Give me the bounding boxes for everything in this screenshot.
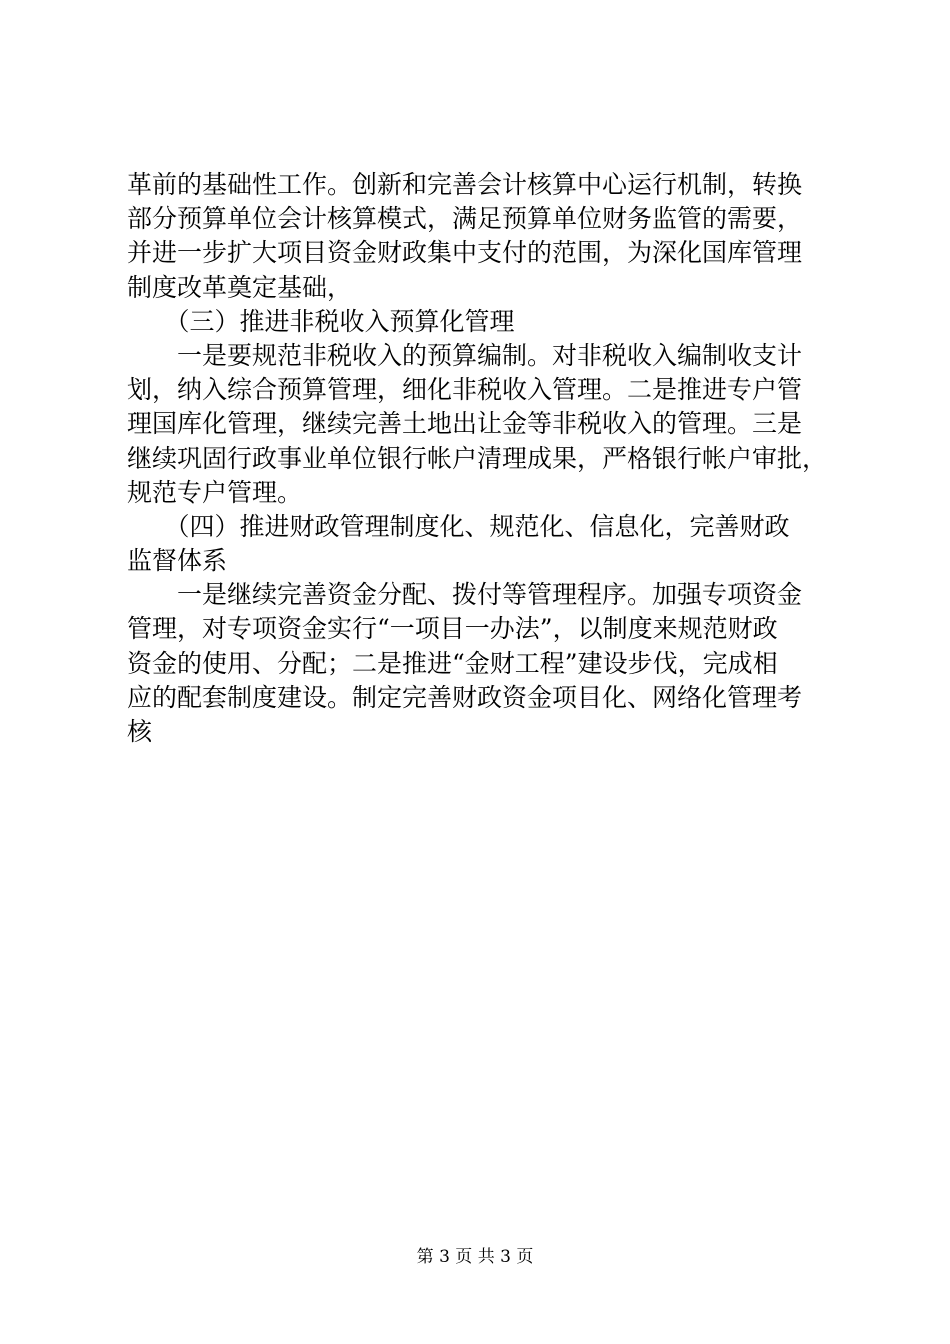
body-line: 规范专户管理。 — [127, 477, 303, 507]
body-line: 继续巩固行政事业单位银行帐户清理成果，严格银行帐户审批， — [127, 443, 828, 473]
body-line: 理国库化管理，继续完善土地出让金等非税收入的管理。三是 — [127, 409, 803, 439]
body-line: 革前的基础性工作。创新和完善会计核算中心运行机制，转换 — [127, 170, 803, 199]
page-number-footer: 第 3 页 共 3 页 — [416, 1247, 534, 1267]
body-line: 划，纳入综合预算管理，细化非税收入管理。二是推进专户管 — [127, 375, 803, 405]
body-line: 一是继续完善资金分配、拨付等管理程序。加强专项资金 — [127, 580, 803, 610]
body-line: 制度改革奠定基础， — [127, 272, 353, 302]
section-heading-4-cont: 监督体系 — [127, 546, 228, 576]
body-line: 应的配套制度建设。制定完善财政资金项目化、网络化管理考 — [127, 682, 803, 712]
body-line: 管理，对专项资金实行“一项目一办法”，以制度来规范财政 — [127, 614, 778, 644]
body-line: 部分预算单位会计核算模式，满足预算单位财务监管的需要， — [127, 204, 803, 234]
body-line: 并进一步扩大项目资金财政集中支付的范围，为深化国库管理 — [127, 238, 803, 268]
body-line: 资金的使用、分配；二是推进“金财工程”建设步伐，完成相 — [127, 648, 778, 678]
body-line: 核 — [127, 717, 153, 746]
section-heading-3: （三）推进非税收入预算化管理 — [127, 306, 515, 336]
section-heading-4: （四）推进财政管理制度化、规范化、信息化，完善财政 — [127, 511, 790, 541]
body-line: 一是要规范非税收入的预算编制。对非税收入编制收支计 — [127, 340, 803, 370]
document-body — [127, 168, 837, 749]
